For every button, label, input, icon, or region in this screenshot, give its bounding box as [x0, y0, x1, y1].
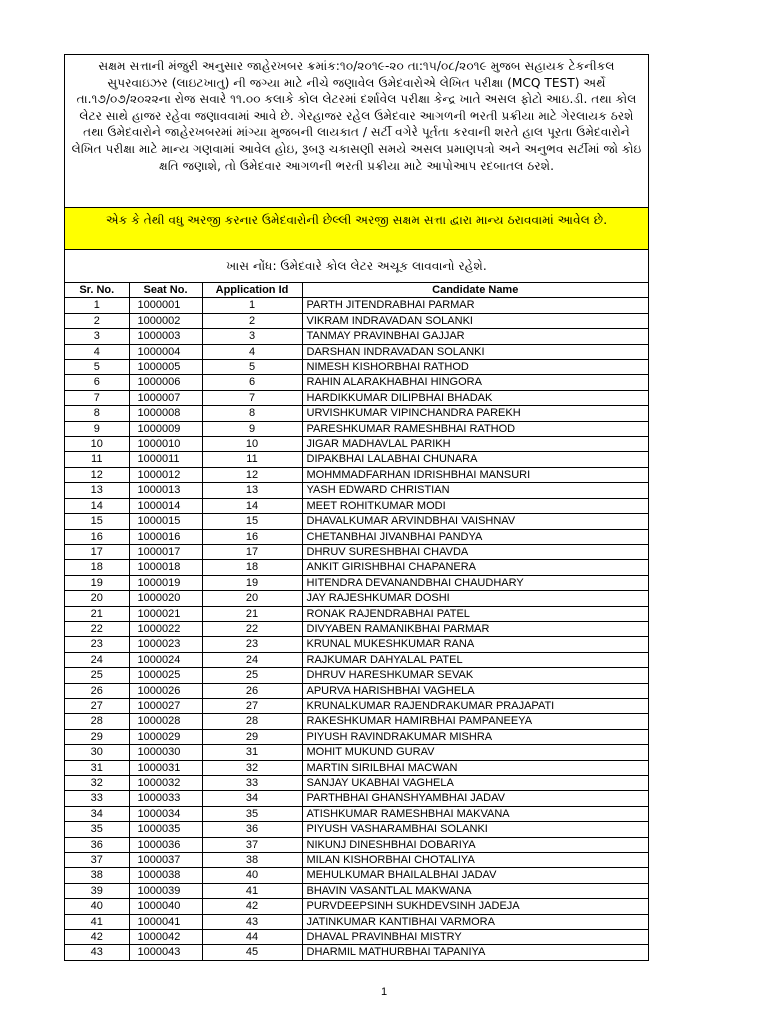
cell-application-id: 26	[202, 683, 302, 698]
cell-candidate-name: RAKESHKUMAR HAMIRBHAI PAMPANEEYA	[302, 714, 648, 729]
cell-candidate-name: NIKUNJ DINESHBHAI DOBARIYA	[302, 837, 648, 852]
cell-application-id: 8	[202, 406, 302, 421]
table-row	[65, 329, 648, 344]
table-row	[65, 498, 648, 513]
table-row	[65, 591, 648, 606]
cell-seat-no: 1000012	[129, 467, 202, 482]
table-row	[65, 791, 648, 806]
cell-seat-no: 1000043	[129, 945, 202, 960]
cell-application-id: 3	[202, 329, 302, 344]
cell-sr-no: 21	[65, 606, 129, 621]
cell-seat-no: 1000009	[129, 421, 202, 436]
cell-application-id: 34	[202, 791, 302, 806]
cell-candidate-name: RAHIN ALARAKHABHAI HINGORA	[302, 375, 648, 390]
table-row	[65, 822, 648, 837]
cell-candidate-name: VIKRAM INDRAVADAN SOLANKI	[302, 313, 648, 328]
header-candidate-name: Candidate Name	[302, 283, 648, 298]
cell-candidate-name: DIPAKBHAI LALABHAI CHUNARA	[302, 452, 648, 467]
cell-seat-no: 1000015	[129, 514, 202, 529]
table-row	[65, 930, 648, 945]
table-row	[65, 853, 648, 868]
cell-application-id: 15	[202, 514, 302, 529]
notice-paragraph: સક્ષમ સત્તાની મંજુરી અનુસાર જાહેરખબર ક્રમાંક:૧૦/૨૦૧૯-૨૦ તા:૧૫/૦૮/૨૦૧૯ મુજબ સહાયક ટેકનીકલ સુપરવાઇઝર (લાઇટખાતુ) ની જગ્યા માટે નીચે જણાવેલ ઉમેદવારોએ લેખિત પરીક્ષા (MCQ TEST) અર્થે તા.૧૭/૦૭/૨૦૨૨ના રોજ સવારે ૧૧.૦૦ કલાકે કોલ લેટરમાં દર્શાવેલ પરીક્ષા કેન્દ્ર ખાતે અસલ ફોટો આઇ.ડી. તથા કોલ લેટર સાથે હાજર રહેવા જણાવવામાં આવે છે. ગેરહાજર રહેલ ઉમેદવાર આગળની ભરતી પ્રક્રીયા માટે ગેરલાયક ઠરશે તથા ઉમેદવારોને જાહેરખબરમાં માંગ્યા મુજબની લાયકાત / સર્ટી વગેરે પૂર્તતા કરવાની શરતે હાલ પૂરતા ઉમેદવારોને લેખિત પરીક્ષા માટે માન્ય ગણવામાં આવેલ હોઇ, રૂબરૂ ચકાસણી સમયે અસલ પ્રમાણપત્રો અને અનુભવ સર્ટીમાં જો કોઇ ક્ષતિ જણાશે, તો ઉમેદવાર આગળની ભરતી પ્રક્રીયા માટે આપોઆપ રદબાતલ ઠરશે.	[65, 55, 648, 208]
cell-seat-no: 1000034	[129, 806, 202, 821]
cell-seat-no: 1000014	[129, 498, 202, 513]
cell-seat-no: 1000031	[129, 760, 202, 775]
table-row	[65, 698, 648, 713]
cell-sr-no: 35	[65, 822, 129, 837]
cell-application-id: 29	[202, 729, 302, 744]
cell-candidate-name: HARDIKKUMAR DILIPBHAI BHADAK	[302, 390, 648, 405]
cell-sr-no: 10	[65, 437, 129, 452]
cell-seat-no: 1000003	[129, 329, 202, 344]
cell-candidate-name: MOHIT MUKUND GURAV	[302, 745, 648, 760]
cell-sr-no: 32	[65, 776, 129, 791]
cell-candidate-name: MEET ROHITKUMAR MODI	[302, 498, 648, 513]
cell-sr-no: 6	[65, 375, 129, 390]
cell-seat-no: 1000022	[129, 621, 202, 636]
cell-sr-no: 5	[65, 360, 129, 375]
cell-sr-no: 1	[65, 298, 129, 313]
cell-sr-no: 25	[65, 668, 129, 683]
cell-sr-no: 30	[65, 745, 129, 760]
cell-sr-no: 23	[65, 637, 129, 652]
cell-application-id: 10	[202, 437, 302, 452]
cell-sr-no: 16	[65, 529, 129, 544]
cell-candidate-name: DHRUV SURESHBHAI CHAVDA	[302, 544, 648, 559]
cell-seat-no: 1000028	[129, 714, 202, 729]
cell-candidate-name: DHRUV HARESHKUMAR SEVAK	[302, 668, 648, 683]
cell-application-id: 16	[202, 529, 302, 544]
table-row	[65, 514, 648, 529]
cell-seat-no: 1000016	[129, 529, 202, 544]
cell-sr-no: 17	[65, 544, 129, 559]
table-row	[65, 637, 648, 652]
cell-seat-no: 1000040	[129, 899, 202, 914]
table-row	[65, 421, 648, 436]
cell-candidate-name: PIYUSH VASHARAMBHAI SOLANKI	[302, 822, 648, 837]
cell-seat-no: 1000027	[129, 698, 202, 713]
cell-application-id: 4	[202, 344, 302, 359]
cell-application-id: 24	[202, 652, 302, 667]
header-seat-no: Seat No.	[129, 283, 202, 298]
cell-candidate-name: PARTH JITENDRABHAI PARMAR	[302, 298, 648, 313]
cell-application-id: 45	[202, 945, 302, 960]
cell-application-id: 9	[202, 421, 302, 436]
cell-candidate-name: PARTHBHAI GHANSHYAMBHAI JADAV	[302, 791, 648, 806]
cell-candidate-name: KRUNAL MUKESHKUMAR RANA	[302, 637, 648, 652]
cell-application-id: 27	[202, 698, 302, 713]
cell-application-id: 2	[202, 313, 302, 328]
cell-candidate-name: SANJAY UKABHAI VAGHELA	[302, 776, 648, 791]
cell-seat-no: 1000010	[129, 437, 202, 452]
cell-sr-no: 12	[65, 467, 129, 482]
table-row	[65, 483, 648, 498]
cell-seat-no: 1000033	[129, 791, 202, 806]
cell-application-id: 23	[202, 637, 302, 652]
cell-sr-no: 31	[65, 760, 129, 775]
table-row	[65, 360, 648, 375]
table-row	[65, 344, 648, 359]
cell-seat-no: 1000039	[129, 883, 202, 898]
table-row	[65, 560, 648, 575]
cell-application-id: 42	[202, 899, 302, 914]
cell-seat-no: 1000020	[129, 591, 202, 606]
table-row	[65, 945, 648, 960]
table-body	[65, 298, 648, 960]
cell-application-id: 25	[202, 668, 302, 683]
table-row	[65, 575, 648, 590]
special-note: ખાસ નોંધ: ઉમેદવારે કોલ લેટર અચૂક લાવવાનો રહેશે.	[65, 250, 648, 283]
table-row	[65, 776, 648, 791]
cell-sr-no: 26	[65, 683, 129, 698]
cell-application-id: 17	[202, 544, 302, 559]
cell-candidate-name: APURVA HARISHBHAI VAGHELA	[302, 683, 648, 698]
table-row	[65, 652, 648, 667]
cell-seat-no: 1000006	[129, 375, 202, 390]
table-row	[65, 452, 648, 467]
table-row	[65, 544, 648, 559]
cell-seat-no: 1000004	[129, 344, 202, 359]
table-row	[65, 668, 648, 683]
cell-candidate-name: KRUNALKUMAR RAJENDRAKUMAR PRAJAPATI	[302, 698, 648, 713]
cell-sr-no: 2	[65, 313, 129, 328]
cell-candidate-name: RONAK RAJENDRABHAI PATEL	[302, 606, 648, 621]
table-row	[65, 467, 648, 482]
cell-application-id: 19	[202, 575, 302, 590]
table-row	[65, 745, 648, 760]
cell-sr-no: 20	[65, 591, 129, 606]
table-row	[65, 390, 648, 405]
cell-candidate-name: DHAVAL PRAVINBHAI MISTRY	[302, 930, 648, 945]
table-row	[65, 621, 648, 636]
table-row	[65, 837, 648, 852]
cell-application-id: 13	[202, 483, 302, 498]
cell-sr-no: 7	[65, 390, 129, 405]
cell-application-id: 44	[202, 930, 302, 945]
cell-sr-no: 40	[65, 899, 129, 914]
cell-sr-no: 33	[65, 791, 129, 806]
cell-seat-no: 1000019	[129, 575, 202, 590]
cell-application-id: 28	[202, 714, 302, 729]
cell-application-id: 35	[202, 806, 302, 821]
cell-application-id: 37	[202, 837, 302, 852]
cell-sr-no: 28	[65, 714, 129, 729]
table-row	[65, 406, 648, 421]
cell-sr-no: 8	[65, 406, 129, 421]
cell-candidate-name: CHETANBHAI JIVANBHAI PANDYA	[302, 529, 648, 544]
cell-application-id: 22	[202, 621, 302, 636]
cell-candidate-name: PIYUSH RAVINDRAKUMAR MISHRA	[302, 729, 648, 744]
header-sr-no: Sr. No.	[65, 283, 129, 298]
cell-seat-no: 1000005	[129, 360, 202, 375]
cell-application-id: 20	[202, 591, 302, 606]
table-row	[65, 714, 648, 729]
cell-candidate-name: DARSHAN INDRAVADAN SOLANKI	[302, 344, 648, 359]
cell-sr-no: 41	[65, 914, 129, 929]
cell-sr-no: 22	[65, 621, 129, 636]
cell-candidate-name: HITENDRA DEVANANDBHAI CHAUDHARY	[302, 575, 648, 590]
cell-seat-no: 1000030	[129, 745, 202, 760]
cell-sr-no: 24	[65, 652, 129, 667]
cell-seat-no: 1000037	[129, 853, 202, 868]
table-row	[65, 375, 648, 390]
highlighted-note: એક કે તેથી વધુ અરજી કરનાર ઉમેદવારોની છેલ્લી અરજી સક્ષમ સત્તા દ્વારા માન્ય ઠરાવવામાં આવેલ છે.	[65, 208, 648, 250]
table-row	[65, 298, 648, 313]
table-row	[65, 437, 648, 452]
cell-seat-no: 1000035	[129, 822, 202, 837]
cell-sr-no: 4	[65, 344, 129, 359]
table-row	[65, 683, 648, 698]
cell-application-id: 36	[202, 822, 302, 837]
cell-sr-no: 3	[65, 329, 129, 344]
table-row	[65, 899, 648, 914]
table-row	[65, 313, 648, 328]
cell-seat-no: 1000008	[129, 406, 202, 421]
cell-seat-no: 1000007	[129, 390, 202, 405]
cell-application-id: 18	[202, 560, 302, 575]
cell-candidate-name: MOHMMADFARHAN IDRISHBHAI MANSURI	[302, 467, 648, 482]
cell-application-id: 41	[202, 883, 302, 898]
cell-candidate-name: YASH EDWARD CHRISTIAN	[302, 483, 648, 498]
cell-application-id: 7	[202, 390, 302, 405]
cell-application-id: 38	[202, 853, 302, 868]
cell-sr-no: 43	[65, 945, 129, 960]
cell-sr-no: 19	[65, 575, 129, 590]
table-row	[65, 729, 648, 744]
cell-seat-no: 1000038	[129, 868, 202, 883]
cell-candidate-name: JAY RAJESHKUMAR DOSHI	[302, 591, 648, 606]
cell-seat-no: 1000023	[129, 637, 202, 652]
cell-candidate-name: DIVYABEN RAMANIKBHAI PARMAR	[302, 621, 648, 636]
cell-sr-no: 38	[65, 868, 129, 883]
cell-application-id: 12	[202, 467, 302, 482]
header-application-id: Application Id	[202, 283, 302, 298]
cell-sr-no: 42	[65, 930, 129, 945]
table-row	[65, 760, 648, 775]
cell-candidate-name: TANMAY PRAVINBHAI GAJJAR	[302, 329, 648, 344]
cell-candidate-name: JIGAR MADHAVLAL PARIKH	[302, 437, 648, 452]
cell-seat-no: 1000001	[129, 298, 202, 313]
table-header-row	[65, 283, 648, 298]
cell-candidate-name: RAJKUMAR DAHYALAL PATEL	[302, 652, 648, 667]
cell-seat-no: 1000024	[129, 652, 202, 667]
cell-application-id: 31	[202, 745, 302, 760]
cell-candidate-name: PARESHKUMAR RAMESHBHAI RATHOD	[302, 421, 648, 436]
cell-application-id: 5	[202, 360, 302, 375]
cell-application-id: 11	[202, 452, 302, 467]
table-row	[65, 529, 648, 544]
cell-candidate-name: JATINKUMAR KANTIBHAI VARMORA	[302, 914, 648, 929]
table-row	[65, 914, 648, 929]
page-number: 1	[380, 986, 388, 998]
cell-candidate-name: MEHULKUMAR BHAILALBHAI JADAV	[302, 868, 648, 883]
cell-seat-no: 1000013	[129, 483, 202, 498]
cell-application-id: 14	[202, 498, 302, 513]
cell-candidate-name: MILAN KISHORBHAI CHOTALIYA	[302, 853, 648, 868]
cell-sr-no: 15	[65, 514, 129, 529]
cell-seat-no: 1000011	[129, 452, 202, 467]
cell-sr-no: 29	[65, 729, 129, 744]
cell-candidate-name: ATISHKUMAR RAMESHBHAI MAKVANA	[302, 806, 648, 821]
cell-sr-no: 39	[65, 883, 129, 898]
notice-sheet	[64, 54, 649, 961]
cell-seat-no: 1000029	[129, 729, 202, 744]
cell-application-id: 6	[202, 375, 302, 390]
cell-candidate-name: URVISHKUMAR VIPINCHANDRA PAREKH	[302, 406, 648, 421]
cell-application-id: 1	[202, 298, 302, 313]
cell-application-id: 33	[202, 776, 302, 791]
cell-seat-no: 1000025	[129, 668, 202, 683]
cell-seat-no: 1000021	[129, 606, 202, 621]
cell-sr-no: 18	[65, 560, 129, 575]
cell-seat-no: 1000017	[129, 544, 202, 559]
cell-application-id: 43	[202, 914, 302, 929]
cell-sr-no: 34	[65, 806, 129, 821]
table-row	[65, 883, 648, 898]
cell-application-id: 40	[202, 868, 302, 883]
cell-seat-no: 1000026	[129, 683, 202, 698]
cell-seat-no: 1000042	[129, 930, 202, 945]
cell-candidate-name: BHAVIN VASANTLAL MAKWANA	[302, 883, 648, 898]
cell-candidate-name: ANKIT GIRISHBHAI CHAPANERA	[302, 560, 648, 575]
cell-seat-no: 1000032	[129, 776, 202, 791]
cell-sr-no: 13	[65, 483, 129, 498]
cell-candidate-name: NIMESH KISHORBHAI RATHOD	[302, 360, 648, 375]
cell-sr-no: 11	[65, 452, 129, 467]
cell-candidate-name: DHAVALKUMAR ARVINDBHAI VAISHNAV	[302, 514, 648, 529]
cell-seat-no: 1000036	[129, 837, 202, 852]
cell-seat-no: 1000002	[129, 313, 202, 328]
cell-seat-no: 1000041	[129, 914, 202, 929]
cell-sr-no: 14	[65, 498, 129, 513]
cell-candidate-name: MARTIN SIRILBHAI MACWAN	[302, 760, 648, 775]
cell-candidate-name: DHARMIL MATHURBHAI TAPANIYA	[302, 945, 648, 960]
candidate-table	[65, 283, 648, 960]
table-row	[65, 606, 648, 621]
cell-application-id: 32	[202, 760, 302, 775]
cell-sr-no: 36	[65, 837, 129, 852]
cell-sr-no: 27	[65, 698, 129, 713]
cell-sr-no: 37	[65, 853, 129, 868]
cell-seat-no: 1000018	[129, 560, 202, 575]
table-row	[65, 806, 648, 821]
cell-sr-no: 9	[65, 421, 129, 436]
cell-application-id: 21	[202, 606, 302, 621]
cell-candidate-name: PURVDEEPSINH SUKHDEVSINH JADEJA	[302, 899, 648, 914]
table-row	[65, 868, 648, 883]
